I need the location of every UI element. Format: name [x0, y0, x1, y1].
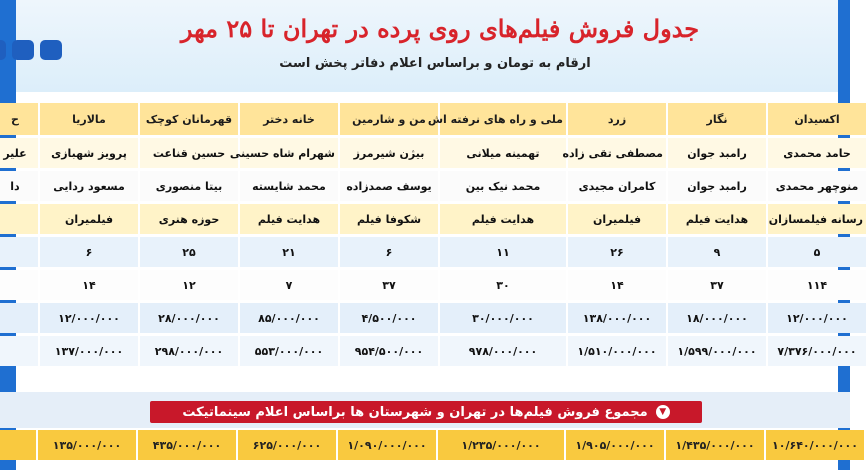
weeks-cell: ۲۱ — [240, 237, 338, 267]
weekly-sales-cell: ۴/۵۰۰/۰۰۰ — [340, 303, 438, 333]
weekly-sales-cell: ۱۳۸/۰۰۰/۰۰۰ — [568, 303, 666, 333]
cinemas-cell: ۳۷ — [340, 270, 438, 300]
total-sales-cell: ۱/۵۱۰/۰۰۰/۰۰۰ — [568, 336, 666, 366]
sales-table — [0, 100, 868, 369]
totals-banner-label: مجموع فروش فیلم‌ها در تهران و شهرستان ها براساس اعلام سینماتیکت — [182, 404, 648, 420]
distributor-cell: فیلمیران — [568, 204, 666, 234]
total-sales-cell: ۹۷۸/۰۰۰/۰۰۰ — [440, 336, 566, 366]
total-sales-cell: ۱۳۷/۰۰۰/۰۰۰ — [40, 336, 138, 366]
weeks-cell: ۹ — [668, 237, 766, 267]
total-cell: ۱/۴۳۵/۰۰۰/۰۰۰ — [666, 430, 764, 460]
weeks-cell: ۶ — [40, 237, 138, 267]
table-row — [0, 138, 866, 168]
director-cell: بیژن شیرمرز — [340, 138, 438, 168]
table-row — [0, 204, 866, 234]
cinemas-cell: ۱۴ — [568, 270, 666, 300]
total-cell: ۴۳۵/۰۰۰/۰۰۰ — [138, 430, 236, 460]
director-cell: رامبد جوان — [668, 138, 766, 168]
page-subtitle: ارقام به تومان و براساس اعلام دفاتر پخش است — [279, 56, 591, 71]
cinemas-cell: ۷ — [240, 270, 338, 300]
weeks-cell: ۵ — [768, 237, 866, 267]
weeks-cell: ۲۶ — [568, 237, 666, 267]
producer-cell: دا — [0, 171, 38, 201]
table-row — [0, 237, 866, 267]
distributor-cell — [0, 204, 38, 234]
distributor-cell: شکوفا فیلم — [340, 204, 438, 234]
cinemas-cell: ۱۱۴ — [768, 270, 866, 300]
film-title-cell: ملی و راه های نرفته اش — [440, 103, 566, 135]
total-cell — [0, 430, 36, 460]
producer-cell: کامران مجیدی — [568, 171, 666, 201]
director-cell: حسین قناعت — [140, 138, 238, 168]
total-sales-cell: ۷/۳۷۶/۰۰۰/۰۰۰ — [768, 336, 866, 366]
producer-cell: منوچهر محمدی — [768, 171, 866, 201]
weekly-sales-cell: ۱۲/۰۰۰/۰۰۰ — [40, 303, 138, 333]
logo-dots — [0, 40, 62, 60]
totals-banner — [150, 401, 702, 423]
total-sales-cell: ۲۹۸/۰۰۰/۰۰۰ — [140, 336, 238, 366]
producer-cell: محمد نیک بین — [440, 171, 566, 201]
director-cell: پرویز شهبازی — [40, 138, 138, 168]
table-row — [0, 171, 866, 201]
weekly-sales-cell: ۸۵/۰۰۰/۰۰۰ — [240, 303, 338, 333]
page-title: جدول فروش فیلم‌های روی پرده در تهران تا ۲۵ مهر — [180, 14, 700, 43]
total-sales-cell — [0, 336, 38, 366]
weeks-cell: ۲۵ — [140, 237, 238, 267]
film-title-cell: ح — [0, 103, 38, 135]
director-cell: حامد محمدی — [768, 138, 866, 168]
film-title-cell: نگار — [668, 103, 766, 135]
producer-cell: یوسف صمدزاده — [340, 171, 438, 201]
weekly-sales-cell — [0, 303, 38, 333]
cinemas-cell: ۱۴ — [40, 270, 138, 300]
distributor-cell: رسانه فیلمسازان — [768, 204, 866, 234]
weekly-sales-cell: ۱۸/۰۰۰/۰۰۰ — [668, 303, 766, 333]
director-cell: علیر — [0, 138, 38, 168]
cinemas-cell — [0, 270, 38, 300]
film-title-cell: مالاریا — [40, 103, 138, 135]
film-title-cell: زرد — [568, 103, 666, 135]
weeks-cell: ۱۱ — [440, 237, 566, 267]
producer-cell: مسعود ردایی — [40, 171, 138, 201]
table-row — [0, 336, 866, 366]
producer-cell: بیتا منصوری — [140, 171, 238, 201]
producer-cell: محمد شایسته — [240, 171, 338, 201]
total-cell: ۶۲۵/۰۰۰/۰۰۰ — [238, 430, 336, 460]
producer-cell: رامبد جوان — [668, 171, 766, 201]
total-cell: ۱/۰۹۰/۰۰۰/۰۰۰ — [338, 430, 436, 460]
distributor-cell: حوزه هنری — [140, 204, 238, 234]
distributor-cell: فیلمیران — [40, 204, 138, 234]
cinemas-cell: ۱۲ — [140, 270, 238, 300]
total-cell: ۱۰/۶۴۰/۰۰۰/۰۰۰ — [766, 430, 864, 460]
film-title-cell: قهرمانان کوچک — [140, 103, 238, 135]
table-row — [0, 103, 866, 135]
table-row — [0, 303, 866, 333]
distributor-cell: هدایت فیلم — [240, 204, 338, 234]
cinemas-cell: ۳۷ — [668, 270, 766, 300]
weeks-cell — [0, 237, 38, 267]
film-title-cell: اکسیدان — [768, 103, 866, 135]
cinemas-cell: ۳۰ — [440, 270, 566, 300]
weekly-sales-cell: ۳۰/۰۰۰/۰۰۰ — [440, 303, 566, 333]
film-title-cell: من و شارمین — [340, 103, 438, 135]
weekly-sales-cell: ۲۸/۰۰۰/۰۰۰ — [140, 303, 238, 333]
total-sales-cell: ۹۵۴/۵۰۰/۰۰۰ — [340, 336, 438, 366]
total-cell: ۱/۹۰۵/۰۰۰/۰۰۰ — [566, 430, 664, 460]
director-cell: شهرام شاه حسینی — [240, 138, 338, 168]
film-title-cell: خانه دختر — [240, 103, 338, 135]
total-sales-cell: ۵۵۳/۰۰۰/۰۰۰ — [240, 336, 338, 366]
total-sales-cell: ۱/۵۹۹/۰۰۰/۰۰۰ — [668, 336, 766, 366]
total-cell: ۱۳۵/۰۰۰/۰۰۰ — [38, 430, 136, 460]
distributor-cell: هدایت فیلم — [668, 204, 766, 234]
totals-row — [0, 430, 864, 460]
distributor-cell: هدایت فیلم — [440, 204, 566, 234]
total-cell: ۱/۲۳۵/۰۰۰/۰۰۰ — [438, 430, 564, 460]
table-row — [0, 270, 866, 300]
chevron-down-icon: ▼ — [656, 405, 670, 419]
director-cell: مصطفی تقی زاده — [568, 138, 666, 168]
weekly-sales-cell: ۱۲/۰۰۰/۰۰۰ — [768, 303, 866, 333]
director-cell: تهمینه میلانی — [440, 138, 566, 168]
weeks-cell: ۶ — [340, 237, 438, 267]
